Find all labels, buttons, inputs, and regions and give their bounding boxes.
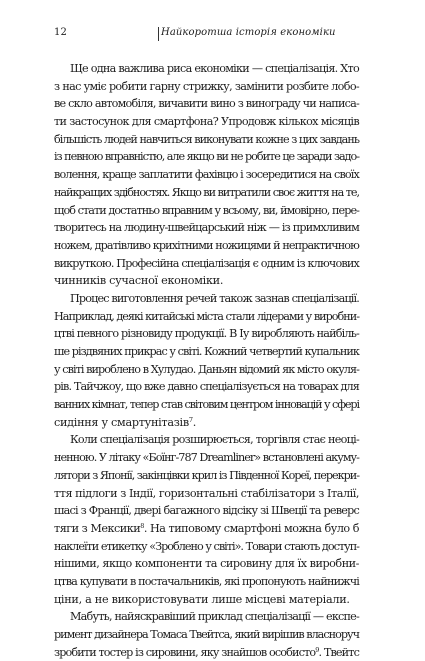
- text-line: [54, 361, 359, 379]
- text-line: [54, 60, 359, 78]
- text-line: [54, 255, 359, 273]
- line-text: щоб стати достатньо вправним у всьому, ви, ймовірно, пере-: [54, 203, 359, 217]
- line-text: Наприклад, деякі китайські міста стали лідерами у виробни-: [54, 309, 359, 323]
- text-line: [54, 237, 359, 255]
- text-line: [54, 290, 359, 308]
- text-line: [54, 202, 359, 220]
- line-text: ше різдвяних прикрас у світі. Кожний четвертий купальник: [54, 345, 359, 358]
- text-line: [54, 520, 359, 538]
- line-text: ти застосунок для смартфона? Упродовж кількох місяців: [54, 115, 359, 129]
- text-line: [54, 95, 359, 113]
- text-line: [54, 166, 359, 184]
- text-line: [54, 449, 359, 467]
- line-text: Ще одна важлива риса економіки — спеціалізація. Хто: [70, 62, 359, 75]
- text-line: [54, 644, 359, 661]
- text-line: [54, 148, 359, 166]
- line-text: наклеїти етикетку «Зроблено у світі». Товари стають доступ-: [54, 539, 359, 553]
- line-text: римент дизайнера Томаса Твейтса, який вирішив власноруч: [54, 628, 359, 641]
- line-text-continuation: . На типовому смартфоні можна було б: [143, 521, 359, 535]
- text-line: [54, 343, 359, 361]
- line-text: Коли спеціалізація розширюється, торгівля стає неоці-: [70, 433, 359, 447]
- text-line: [54, 502, 359, 520]
- line-text: Мабуть, найяскравіший приклад спеціалізації — експе-: [70, 610, 359, 624]
- body-text: [54, 60, 359, 661]
- line-text: ванних кімнат, тепер став світовим центром інновацій у сфері: [54, 398, 359, 412]
- text-line: [54, 396, 359, 414]
- line-text: у світі вироблено в Хулудао. Даньян відомий як місто окуля-: [54, 362, 359, 376]
- line-text: з нас уміє робити гарну стрижку, замінити розбите лобо-: [54, 79, 359, 93]
- line-text: волення, краще заплатити фахівцю і зосередитися на своїх: [54, 168, 359, 182]
- text-line: [54, 272, 359, 290]
- line-text: ття підлоги з Індії, горизонтальні стабілізатори з Італії,: [54, 486, 359, 500]
- line-text: із певною вправністю, але якщо ви не робите це заради задо-: [54, 150, 360, 164]
- line-text: найкращих здібностях. Якщо ви витратили своє життя на те,: [54, 185, 359, 199]
- text-line: [54, 467, 359, 485]
- line-text: ножем, дратівливо крихітними ножицями й непрактичною: [54, 238, 359, 252]
- text-line: [54, 219, 359, 237]
- line-text: ненною. У літаку «Боїнг-787 Dreamliner» встановлені акуму-: [54, 451, 359, 465]
- line-text: ціни, а не використовувати лише місцеві матеріали.: [54, 592, 350, 606]
- line-text: викруткою. Професійна спеціалізація є одним із ключових: [54, 256, 359, 270]
- footnote-marker: 8: [140, 521, 144, 530]
- text-line: [54, 184, 359, 202]
- text-line: [54, 555, 359, 573]
- text-line: [54, 573, 359, 591]
- line-text: більшість людей навчиться виконувати кожне з цих завдань: [54, 132, 359, 146]
- line-text: рів. Тайчжоу, що вже давно спеціалізується на товарах для: [54, 380, 359, 394]
- line-text: цтва купувати в постачальників, які пропонують найнижчі: [54, 574, 359, 588]
- text-line: [54, 626, 359, 644]
- text-line: [54, 78, 359, 96]
- line-text: тяги з Мексики: [54, 521, 141, 535]
- page-number: 12: [54, 27, 68, 38]
- header-divider: [158, 27, 159, 41]
- line-text: лятори з Японії, закінцівки крил із Південної Кореї, перекри-: [54, 468, 359, 482]
- line-text: сидіння у смартунітазів: [54, 415, 189, 429]
- text-line: [54, 485, 359, 503]
- line-text: Процес виготовлення речей також зазнав спеціалізації.: [70, 291, 359, 305]
- text-line: [54, 378, 359, 396]
- line-text: нішими, якщо компоненти та сировину для їх виробни-: [54, 557, 359, 571]
- text-line: [54, 414, 359, 432]
- text-line: [54, 131, 359, 149]
- text-line: [54, 608, 359, 626]
- line-text: творитесь на людину-швейцарський ніж — із примхливим: [54, 221, 359, 235]
- text-line: [54, 538, 359, 556]
- footnote-marker: 9: [315, 645, 319, 654]
- text-line: [54, 113, 359, 131]
- line-text: чинників сучасної економіки.: [54, 274, 224, 288]
- running-title: Найкоротша історія економіки: [161, 27, 336, 38]
- text-line: [54, 431, 359, 449]
- line-text-continuation: . Твейтс: [318, 645, 360, 659]
- line-text: зробити тостер із сировини, яку знайшов особисто: [54, 645, 316, 659]
- line-text-continuation: .: [192, 415, 196, 429]
- line-text: шасі з Франції, двері багажного відсіку зі Швеції та реверс: [54, 504, 359, 518]
- text-line: [54, 325, 359, 343]
- line-text: ве скло автомобіля, вичавити вино з винограду чи написа-: [54, 97, 359, 111]
- line-text: цтві певного різновиду продукції. В Іу виробляють найбіль-: [54, 327, 359, 341]
- text-line: [54, 308, 359, 326]
- text-line: [54, 591, 359, 609]
- footnote-marker: 7: [188, 415, 193, 424]
